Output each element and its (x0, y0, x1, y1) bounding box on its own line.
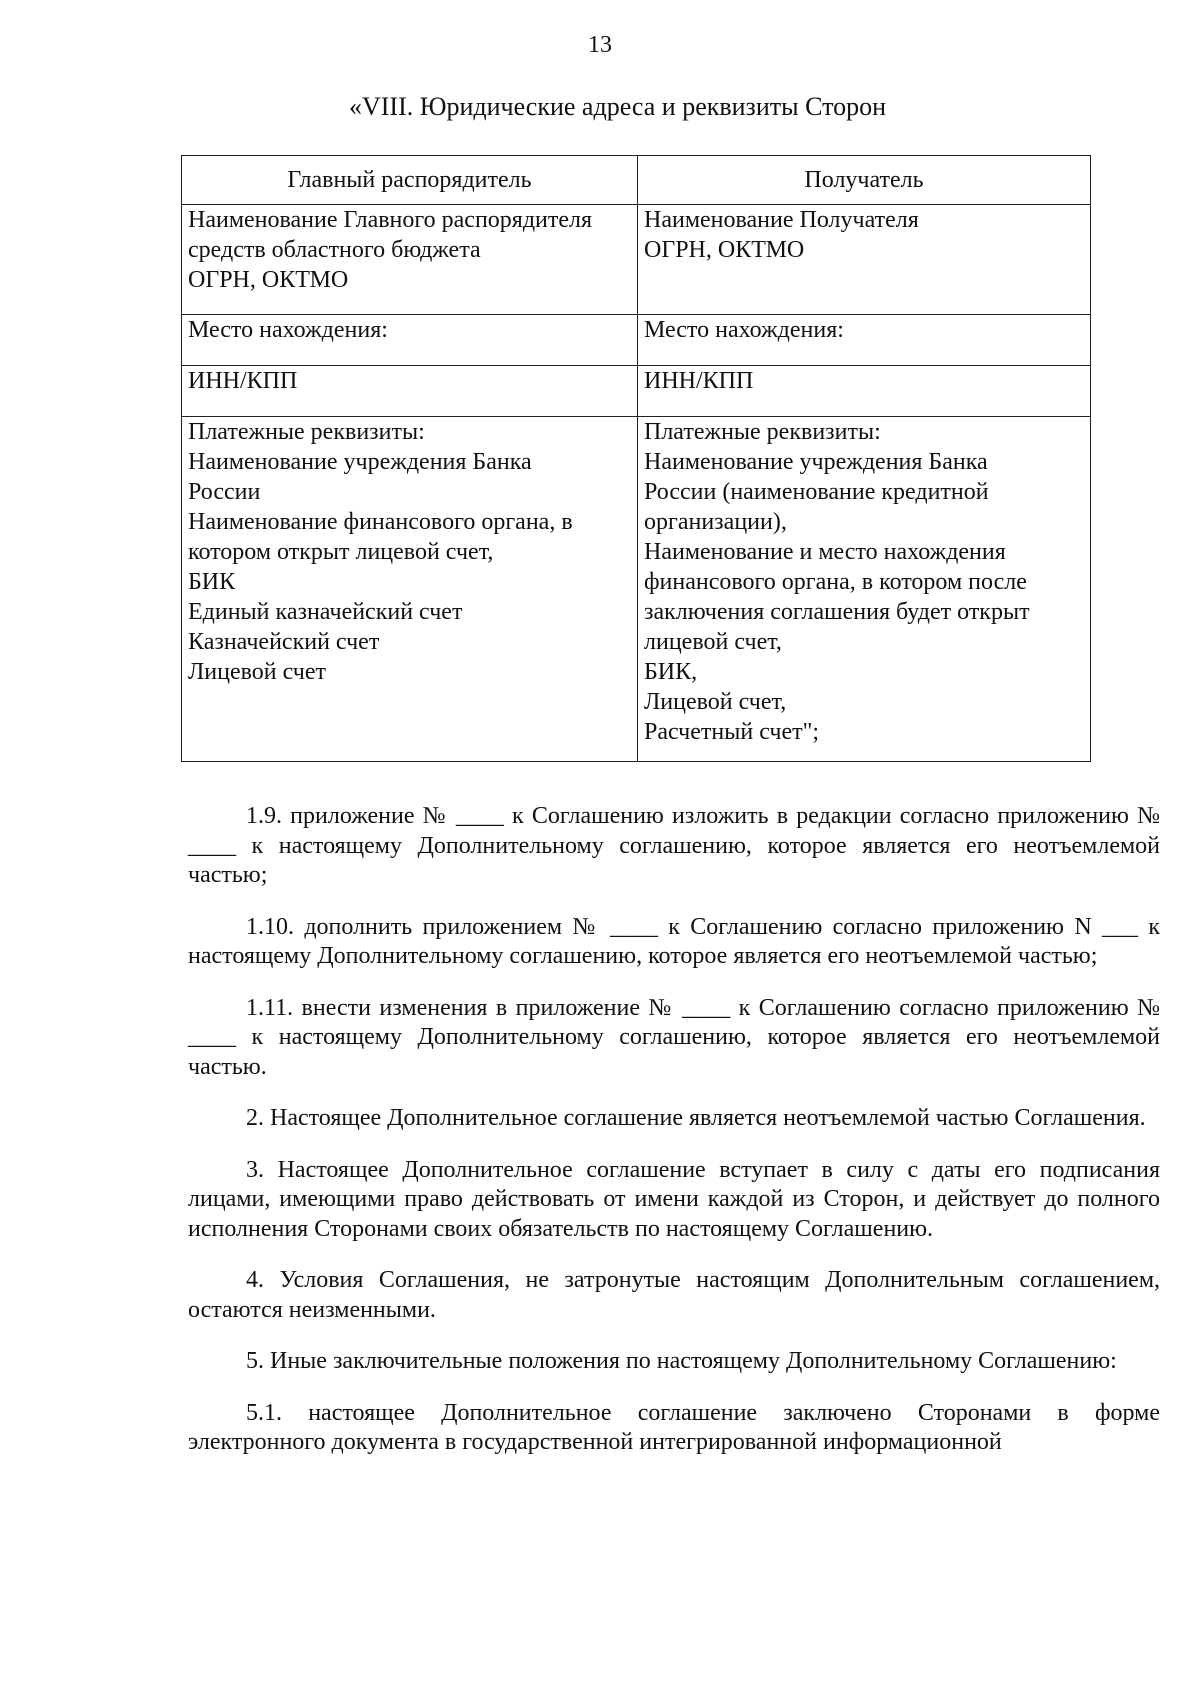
text-line: России (188, 479, 261, 505)
location-row (182, 315, 1091, 366)
payment-cell-left (182, 417, 638, 762)
text-line: Лицевой счет, (644, 689, 787, 715)
paragraph-3: 3. Настоящее Дополнительное соглашение вступает в силу с даты его подписания лицами, имеющими право действовать от имени каждой из Сторон, и действует до полного исполнения Сторонами своих обязательств по настоящему Соглашению. (188, 1156, 1160, 1242)
section-title: «VIII. Юридические адреса и реквизиты Сторон (349, 92, 886, 121)
text-line: ОГРН, ОКТМО (188, 267, 349, 293)
text-line: организации), (644, 509, 787, 535)
table-header-row (182, 156, 1091, 205)
location-cell-left: Место нахождения: (182, 315, 638, 366)
paragraph-5-1: 5.1. настоящее Дополнительное соглашение заключено Сторонами в форме электронного документа в государственной интегрированной информационной (188, 1399, 1160, 1455)
paragraph-1-9: 1.9. приложение № ____ к Соглашению изложить в редакции согласно приложению № ____ к настоящему Дополнительному соглашению, которое является его неотъемлемой частью; (188, 803, 1160, 888)
text-line: БИК (188, 569, 236, 595)
paragraph-1-11: 1.11. внести изменения в приложение № ____ к Соглашению согласно приложению № ____ к настоящему Дополнительному соглашению, которое является его неотъемлемой частью. (188, 994, 1160, 1080)
document-body (188, 802, 1160, 1480)
paragraph-2: 2. Настоящее Дополнительное соглашение является неотъемлемой частью Соглашения. (246, 1105, 1146, 1131)
paragraph-5: 5. Иные заключительные положения по настоящему Дополнительному Соглашению: (246, 1348, 1117, 1374)
header-chief-administrator: Главный распорядитель (182, 156, 638, 205)
inn-cell-left: ИНН/КПП (182, 366, 638, 417)
name-row (182, 205, 1091, 315)
text-line: Казначейский счет (188, 629, 380, 655)
text-line: средств областного бюджета (188, 237, 481, 263)
text-line: Единый казначейский счет (188, 599, 463, 625)
text-line: заключения соглашения будет открыт (644, 599, 1030, 625)
text-line: Расчетный счет"; (644, 719, 820, 745)
paragraph-4: 4. Условия Соглашения, не затронутые настоящим Дополнительным соглашением, остаются неизменными. (188, 1267, 1160, 1323)
name-cell-left (182, 205, 638, 315)
name-cell-right (638, 205, 1091, 315)
payment-cell-right (638, 417, 1091, 762)
text-line: БИК, (644, 659, 698, 685)
text-line: Платежные реквизиты: (188, 419, 425, 445)
text-line: финансового органа, в котором после (644, 569, 1027, 595)
text-line: Наименование Получателя (644, 207, 919, 233)
text-line: России (наименование кредитной (644, 479, 989, 505)
text-line: Наименование Главного распорядителя (188, 207, 593, 233)
location-cell-right: Место нахождения: (638, 315, 1091, 366)
header-recipient: Получатель (638, 156, 1091, 205)
text-line: Лицевой счет (188, 659, 327, 685)
paragraph-1-10: 1.10. дополнить приложением № ____ к Соглашению согласно приложению N ___ к настоящему Дополнительному соглашению, которое является его неотъемлемой частью; (188, 913, 1160, 969)
text-line: Наименование финансового органа, в (188, 509, 573, 535)
text-line: Наименование и место нахождения (644, 539, 1006, 565)
text-line: Наименование учреждения Банка (188, 449, 532, 475)
text-line: Платежные реквизиты: (644, 419, 881, 445)
text-line: ОГРН, ОКТМО (644, 237, 805, 263)
text-line: Наименование учреждения Банка (644, 449, 988, 475)
text-line: лицевой счет, (644, 629, 782, 655)
inn-cell-right: ИНН/КПП (638, 366, 1091, 417)
payment-row (182, 417, 1091, 762)
text-line: котором открыт лицевой счет, (188, 539, 494, 565)
page-number: 13 (588, 32, 612, 58)
requisites-table (181, 155, 1091, 762)
inn-row (182, 366, 1091, 417)
